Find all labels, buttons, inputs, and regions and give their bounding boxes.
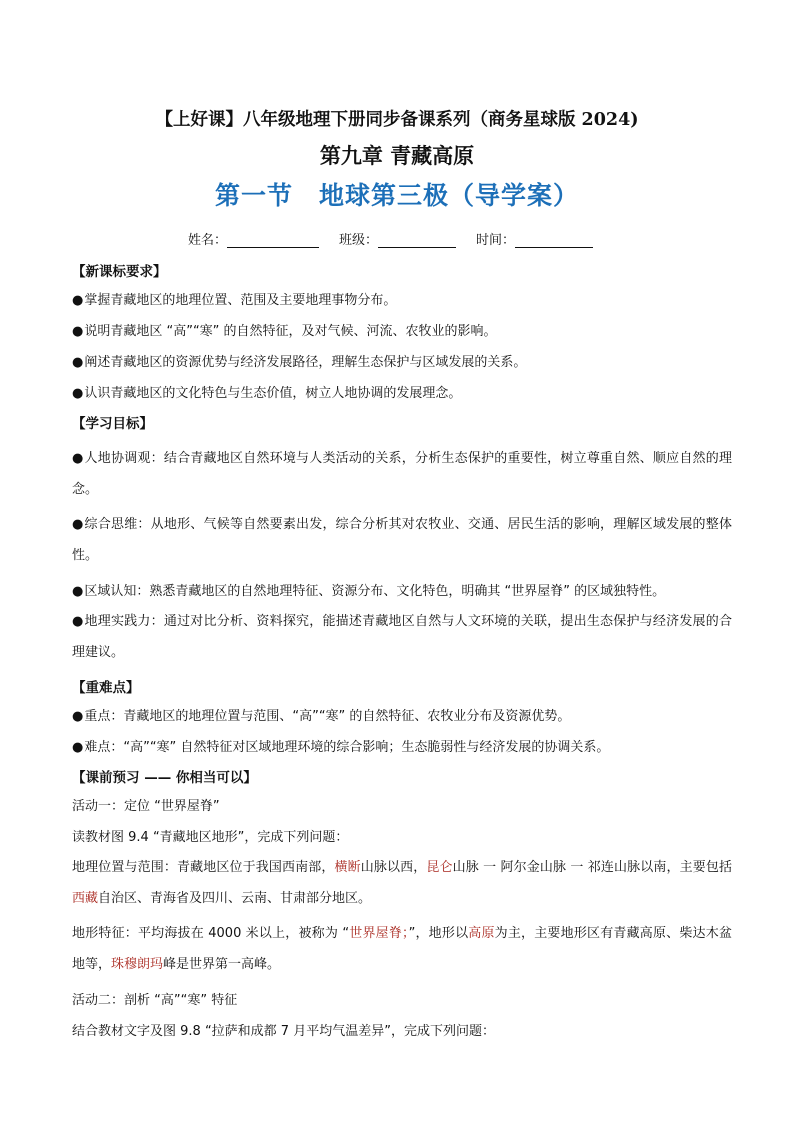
name-label: 姓名：	[188, 233, 228, 248]
bullet-icon: ●	[72, 709, 84, 724]
bullet-icon: ●	[72, 740, 84, 755]
activity-one: 活动一：定位 “世界屋脊”	[72, 799, 220, 814]
section-title: 第一节 地球第三极（导学案）	[214, 181, 579, 210]
list-item: ●地理实践力：通过对比分析、资料探究，能描述青藏地区自然与人文环境的关联，提出生态保护与经济发展的合理建议。	[72, 606, 732, 668]
terrain-paragraph: 地形特征：平均海拔在 4000 米以上，被称为 “世界屋脊；”，地形以高原为主，主要地形区有青藏高原、柴达木盆地等，珠穆朗玛峰是世界第一高峰。	[72, 926, 732, 972]
class-label: 班级：	[339, 233, 379, 248]
bullet-icon: ●	[72, 517, 84, 532]
preview-heading: 【课前预习 —— 你相当可以】	[72, 770, 257, 786]
answer-plateau: 高原	[468, 926, 495, 941]
list-item: ●综合思维：从地形、气候等自然要素出发，综合分析其对农牧业、交通、居民生活的影响，理解区域发展的整体性。	[72, 509, 732, 571]
time-label: 时间：	[476, 233, 516, 248]
series-title: 【上好课】八年级地理下册同步备课系列（商务星球版 2024)	[155, 110, 639, 130]
objectives-heading: 【学习目标】	[72, 416, 153, 432]
reading-instruction: 读教材图 9.4 “青藏地区地形”，完成下列问题：	[72, 830, 349, 845]
bullet-icon: ●	[72, 584, 84, 599]
list-item: ●认识青藏地区的文化特色与生态价值，树立人地协调的发展理念。	[72, 384, 732, 404]
answer-qomolangma: 珠穆朗玛	[111, 957, 164, 972]
time-blank[interactable]	[515, 233, 593, 248]
list-item: ●难点：“高”“寒” 自然特征对区域地理环境的综合影响；生态脆弱性与经济发展的协调关系。	[72, 738, 732, 758]
document-body	[72, 262, 732, 1042]
list-item: ●人地协调观：结合青藏地区自然环境与人类活动的关系，分析生态保护的重要性，树立尊重自然、顺应自然的理念。	[72, 443, 732, 505]
bullet-icon: ●	[72, 386, 84, 401]
name-blank[interactable]	[227, 233, 319, 248]
list-item: ●阐述青藏地区的资源优势与经济发展路径，理解生态保护与区域发展的关系。	[72, 353, 732, 373]
chapter-title: 第九章 青藏高原	[319, 143, 475, 168]
class-blank[interactable]	[378, 233, 456, 248]
answer-kunlun: 昆仑	[426, 860, 453, 875]
bullet-icon: ●	[72, 614, 84, 629]
bullet-icon: ●	[72, 293, 84, 308]
list-item: ●掌握青藏地区的地理位置、范围及主要地理事物分布。	[72, 291, 732, 311]
keypoints-heading: 【重难点】	[72, 680, 140, 696]
list-item: ●区域认知：熟悉青藏地区的自然地理特征、资源分布、文化特色，明确其 “世界屋脊” 的区域独特性。	[72, 582, 732, 602]
location-paragraph: 地理位置与范围：青藏地区位于我国西南部，横断山脉以西，昆仑山脉 一 阿尔金山脉 一 祁连山脉以南，主要包括西藏自治区、青海省及四川、云南、甘肃部分地区。	[72, 860, 732, 906]
bullet-icon: ●	[72, 324, 84, 339]
activity-two: 活动二：剖析 “高”“寒” 特征	[72, 993, 238, 1008]
bullet-icon: ●	[72, 355, 84, 370]
answer-xizang: 西藏	[72, 891, 99, 906]
curriculum-heading: 【新课标要求】	[72, 264, 167, 280]
answer-hengduan: 横断	[334, 860, 361, 875]
answer-roof-of-world: 世界屋脊；	[349, 926, 409, 941]
bullet-icon: ●	[72, 451, 84, 466]
list-item: ●重点：青藏地区的地理位置与范围、“高”“寒” 的自然特征、农牧业分布及资源优势。	[72, 707, 732, 727]
list-item: ●说明青藏地区 “高”“寒” 的自然特征，及对气候、河流、农牧业的影响。	[72, 322, 732, 342]
reading-instruction-2: 结合教材文字及图 9.8 “拉萨和成都 7 月平均气温差异”，完成下列问题：	[72, 1024, 495, 1039]
student-info-line	[188, 229, 593, 248]
